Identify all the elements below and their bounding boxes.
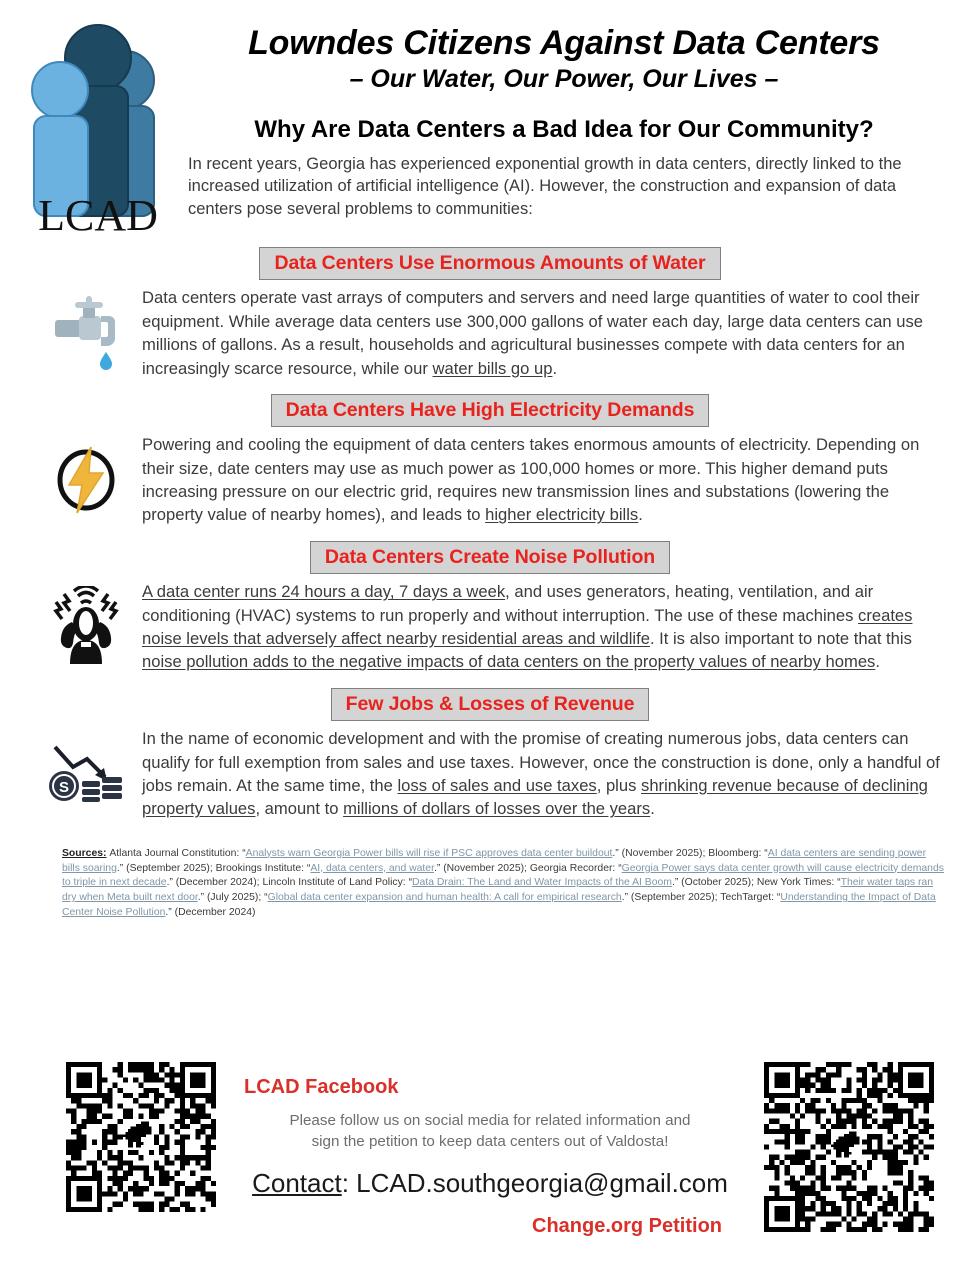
section-electricity-heading: Data Centers Have High Electricity Demands xyxy=(271,394,710,427)
text-run-underlined: noise pollution adds to the negative impacts of data centers on the property values of nearby homes xyxy=(142,652,876,672)
contact-label: Contact xyxy=(252,1168,342,1199)
source-link[interactable]: Georgia Power says data center growth will cause electricity demands to triple in next decade xyxy=(62,862,944,889)
source-publisher: “ xyxy=(264,892,268,904)
facebook-qr-code-graphic[interactable] xyxy=(66,1062,216,1212)
text-run-underlined: creates noise levels that adversely affect nearby residential areas and wildlife xyxy=(142,605,913,649)
lcad-logo-text: LCAD xyxy=(38,191,158,233)
section-electricity-body xyxy=(142,433,958,527)
section-noise-heading: Data Centers Create Noise Pollution xyxy=(310,541,670,574)
source-publisher: New York Times: “ xyxy=(756,877,841,889)
text-run-underlined: water bills go up xyxy=(432,358,553,378)
flyer-header xyxy=(0,0,980,233)
header-text-block xyxy=(170,18,952,221)
facebook-qr-code[interactable] xyxy=(66,1062,216,1212)
text-run: , plus xyxy=(596,775,642,795)
source-date: .” (October 2025); xyxy=(671,877,757,889)
section-noise-body xyxy=(142,580,958,674)
text-run-underlined: shrinking revenue because of declining property values xyxy=(142,775,928,819)
text-run: . xyxy=(650,799,655,819)
section-water-body xyxy=(142,286,958,380)
section-water-band xyxy=(0,247,980,280)
source-publisher: TechTarget: “ xyxy=(720,892,781,904)
text-run: Data centers operate vast arrays of computers and servers and need large quantities of water to cool their equipment. While average data centers use 300,000 gallons of water each day, large data centers can use millions of gallons. As a result, households and agricultural businesses compete with data centers for an increasingly scarce resource, while our xyxy=(142,288,924,378)
source-publisher: Lincoln Institute of Land Policy: “ xyxy=(262,877,413,889)
svg-text:S: S xyxy=(58,778,70,796)
text-run: Powering and cooling the equipment of data centers takes enormous amounts of electricity. Depending on their size, date centers may use as much power as 100,000 homes or more. This higher demand puts increasing pressure on our electric grid, requires new transmission lines and substations (lowering the property value of nearby homes), and leads to xyxy=(142,435,920,525)
facebook-subtitle-line1: Please follow us on social media for related information and xyxy=(289,1112,691,1129)
source-publisher: Georgia Recorder: “ xyxy=(529,862,622,874)
source-date: .” (November 2025); xyxy=(612,847,709,859)
declining-money-chart-icon xyxy=(30,741,142,807)
page-title: Lowndes Citizens Against Data Centers xyxy=(248,24,880,62)
source-date: .” (September 2025); xyxy=(621,892,721,904)
text-run-underlined: A data center runs 24 hours a day, 7 days a week xyxy=(142,582,506,602)
source-link[interactable]: Their water taps ran dry when Meta built next door xyxy=(62,877,933,904)
change-org-qr-code[interactable] xyxy=(764,1062,934,1232)
source-link[interactable]: Understanding the Impact of Data Center Noise Pollution xyxy=(62,892,936,918)
source-publisher: Bloomberg: “ xyxy=(708,847,768,859)
text-run-underlined: loss of sales and use taxes xyxy=(397,775,597,795)
section-water xyxy=(0,247,980,380)
noise-person-covering-ears-icon xyxy=(30,586,142,668)
contact-line[interactable] xyxy=(222,1168,758,1199)
faucet-drip-icon xyxy=(30,294,142,372)
lightning-bolt-icon xyxy=(30,445,142,515)
text-run: . xyxy=(875,652,880,672)
source-link[interactable]: Data Drain: The Land and Water Impacts of the AI Boom xyxy=(412,877,672,889)
section-question-heading: Why Are Data Centers a Bad Idea for Our Community? xyxy=(254,115,874,143)
intro-paragraph: In recent years, Georgia has experienced exponential growth in data centers, directly linked to the increased utilization of artificial intelligence (AI). However, the construction and expansion of data centers pose several problems to communities: xyxy=(188,154,902,219)
text-run: , amount to xyxy=(255,799,344,819)
source-link[interactable]: AI data centers are sending power bills soaring xyxy=(62,847,927,874)
source-date: .” (November 2025); xyxy=(433,862,530,874)
sources-block xyxy=(62,847,946,921)
section-noise xyxy=(0,541,980,674)
source-date: .” (July 2025); xyxy=(197,892,265,904)
source-date: .” (September 2025); xyxy=(116,862,216,874)
section-electricity-band xyxy=(0,394,980,427)
section-water-heading: Data Centers Use Enormous Amounts of Water xyxy=(259,247,720,280)
source-link[interactable]: Global data center expansion and human health: A call for empirical research xyxy=(267,892,622,904)
facebook-subtitle-line2: sign the petition to keep data centers out of Valdosta! xyxy=(311,1132,669,1150)
lcad-logo xyxy=(30,18,170,233)
section-jobs-body xyxy=(142,727,958,821)
source-publisher: Atlanta Journal Constitution: “ xyxy=(109,847,246,859)
text-run-underlined: higher electricity bills xyxy=(485,505,639,525)
source-link[interactable]: Analysts warn Georgia Power bills will rise if PSC approves data center buildout xyxy=(245,847,613,859)
text-run: . xyxy=(552,358,558,378)
source-link[interactable]: AI, data centers, and water xyxy=(310,862,434,874)
text-run: . It is also important to note that this xyxy=(649,629,912,649)
text-run-underlined: millions of dollars of losses over the years xyxy=(343,799,651,819)
section-jobs-heading: Few Jobs & Losses of Revenue xyxy=(331,688,650,721)
source-publisher: Brookings Institute: “ xyxy=(215,862,311,874)
contact-email[interactable]: : LCAD.southgeorgia@gmail.com xyxy=(341,1168,728,1199)
page-tagline: – Our Water, Our Power, Our Lives – xyxy=(349,65,779,94)
footer-contact-block xyxy=(216,1062,764,1238)
flyer-footer xyxy=(0,1062,980,1267)
sources-entries xyxy=(62,848,944,918)
lcad-logo-graphic xyxy=(30,18,170,233)
facebook-subtitle xyxy=(222,1111,758,1152)
section-electricity xyxy=(0,394,980,527)
section-jobs-revenue xyxy=(0,688,980,821)
text-run: In the name of economic development and with the promise of creating numerous jobs, data centers can qualify for full exemption from sales and use taxes. However, once the construction is done, only a handful of jobs remain. At the same time, the xyxy=(142,729,940,795)
section-jobs-band xyxy=(0,688,980,721)
change-org-qr-code-graphic[interactable] xyxy=(764,1062,934,1232)
sources-label: Sources: xyxy=(62,847,107,859)
petition-title: Change.org Petition xyxy=(532,1215,722,1238)
source-date: .” (December 2024); xyxy=(166,877,263,889)
text-run: . xyxy=(638,505,643,525)
text-run: , and uses generators, heating, ventilation, and air conditioning (HVAC) systems to run properly and without interruption. The use of these machines xyxy=(142,582,874,625)
source-date: .” (December 2024) xyxy=(165,906,256,918)
facebook-title: LCAD Facebook xyxy=(244,1076,399,1098)
section-noise-band xyxy=(0,541,980,574)
